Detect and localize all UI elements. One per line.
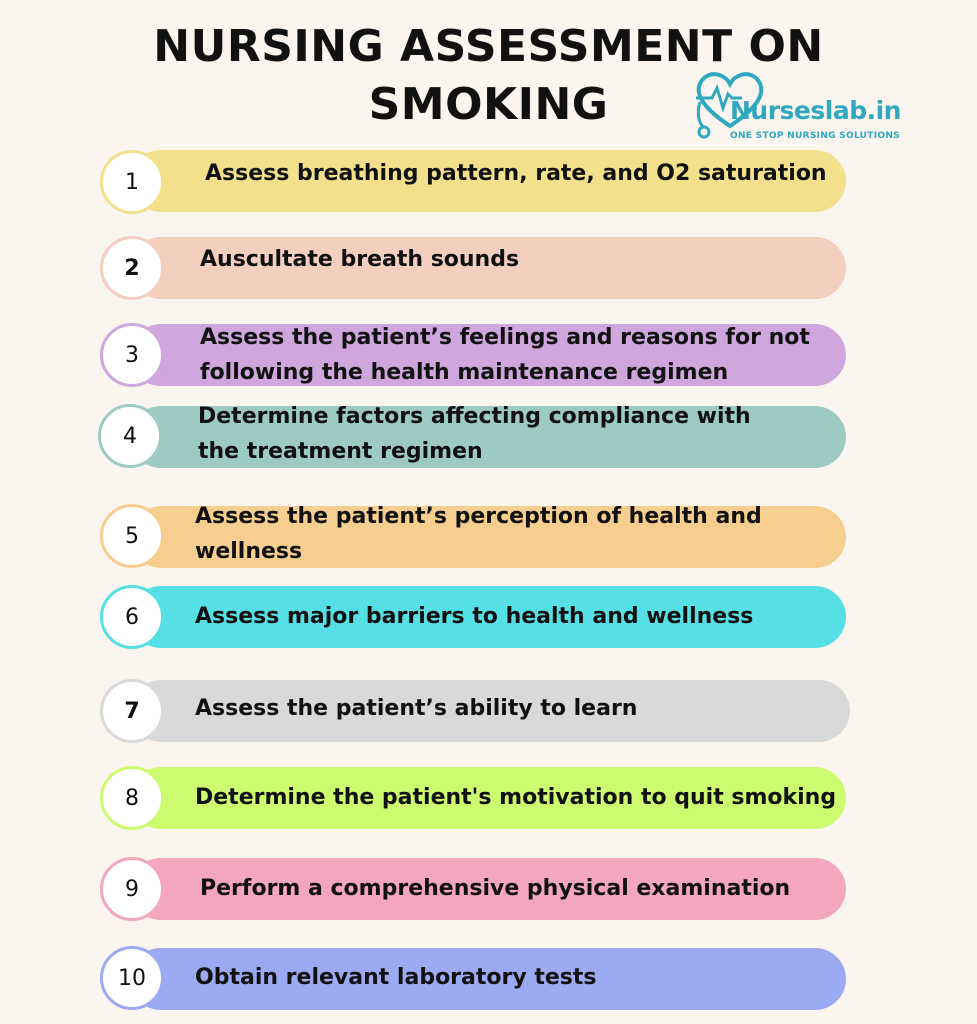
item-text: Assess the patient’s ability to learn [195, 696, 638, 721]
item-number: 6 [100, 585, 164, 649]
item-text: Perform a comprehensive physical examination [200, 876, 791, 901]
title-line-2: SMOKING [368, 79, 609, 130]
item-number: 4 [98, 404, 162, 468]
nurseslab-logo [690, 68, 930, 148]
item-number: 9 [100, 857, 164, 921]
title-line-1: NURSING ASSESSMENT ON [153, 21, 824, 72]
item-text: Auscultate breath sounds [200, 247, 520, 272]
item-text-line-1: Assess the patient’s feelings and reasons for not [200, 325, 810, 350]
item-text: Determine the patient's motivation to quit smoking [195, 785, 837, 810]
item-text: Assess breathing pattern, rate, and O2 saturation [205, 161, 827, 186]
item-text-line-2: following the health maintenance regimen [200, 360, 729, 385]
item-text-line-2: the treatment regimen [198, 439, 483, 464]
item-number: 8 [100, 766, 164, 830]
item-number: 7 [100, 679, 164, 743]
item-number: 2 [100, 236, 164, 300]
item-number: 10 [100, 946, 164, 1010]
item-number: 5 [100, 504, 164, 568]
item-text-line-1: Assess the patient’s perception of health and [195, 504, 762, 529]
item-number: 3 [100, 323, 164, 387]
item-number: 1 [100, 150, 164, 214]
item-text-line-1: Determine factors affecting compliance with [198, 404, 751, 429]
item-text: Obtain relevant laboratory tests [195, 965, 597, 990]
item-text-line-2: wellness [195, 539, 303, 564]
logo-name: Nurseslab.in [730, 96, 901, 125]
item-text: Assess major barriers to health and wellness [195, 604, 754, 629]
logo-tagline: ONE STOP NURSING SOLUTIONS [730, 131, 900, 141]
